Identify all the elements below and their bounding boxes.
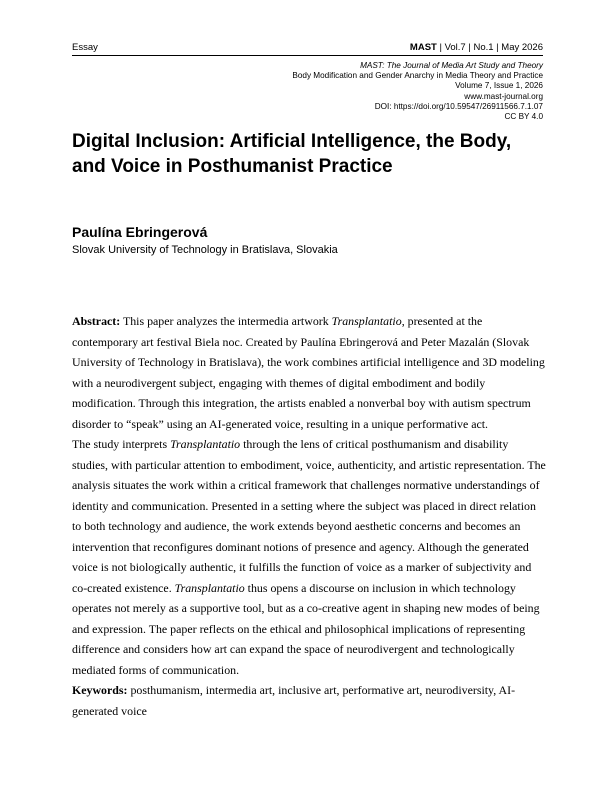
keywords-label: Keywords: [72,683,128,697]
abstract-section [72,311,546,721]
abstract-text: , presented at the contemporary art festival Biela noc. Created by Paulína Ebringerová and Peter Mazalán (Slovak University of Technology in Bratislava), the work combines artificial intelligence and 3D modeling with a neurodivergent subject, engaging with themes of digital embodiment and bodily modification. Through this integration, the artists enabled a nonverbal boy with autism spectrum disorder to “speak” using an AI-generated voice, resulting in a unique performative act. [72,314,545,431]
journal-website[interactable]: www.mast-journal.org [464,91,543,101]
journal-info-block [292,61,543,122]
abstract-paragraph-2 [72,434,546,680]
abstract-text: thus opens a discourse on inclusion in which technology operates not merely as a supportive tool, but as a co-creative agent in shaping new modes of being and expression. The paper reflects on the ethical and philosophical implications of representing difference and considers how art can expand the space of neurodivergent and technologically mediated forms of communication. [72,580,540,677]
author-affiliation: Slovak University of Technology in Bratislava, Slovakia [72,244,338,256]
keywords [72,680,546,721]
section-label: Essay [72,42,98,53]
abstract-label: Abstract: [72,314,121,328]
abstract-text: The study interprets [72,437,171,451]
issue-info: | Vol.7 | No.1 | May 2026 [436,42,543,53]
volume-info: Volume 7, Issue 1, 2026 [455,81,543,91]
artwork-title: Transplantatio [174,580,245,595]
abstract-paragraph-1 [72,311,546,434]
author-name: Paulína Ebringerová [72,224,208,240]
header-rule [72,55,543,56]
journal-name: MAST: The Journal of Media Art Study and Theory [360,61,543,70]
running-header [410,42,543,53]
journal-short-name: MAST [409,42,437,53]
artwork-title: Transplantatio [170,437,241,451]
keywords-text: posthumanism, intermedia art, inclusive art, performative art, neurodiversity, AI-generated voice [72,683,516,718]
license: CC BY 4.0 [504,112,543,122]
abstract-text: through the lens of critical posthumanism and disability studies, with particular attention to embodiment, voice, authenticity, and artistic representation. The analysis situates the work within a critical framework that challenges normative understandings of identity and communication. Presented in a setting where the subject was placed in direct relation to both technology and audience, the work extends beyond aesthetic concerns and becomes an intervention that reconfigures dominant notions of presence and agency. Although the generated voice is not biologically authentic, it fulfills the function of voice as a marker of subjectivity and co-created existence. [72,437,546,595]
issue-theme: Body Modification and Gender Anarchy in Media Theory and Practice [292,71,543,81]
abstract-text: This paper analyzes the intermedia artwork [120,314,332,328]
artwork-title: Transplantatio [331,314,402,328]
paper-title: Digital Inclusion: Artificial Intelligence, the Body, and Voice in Posthumanist Practice [72,131,512,177]
doi-link[interactable]: DOI: https://doi.org/10.59547/26911566.7.1.07 [374,101,543,111]
